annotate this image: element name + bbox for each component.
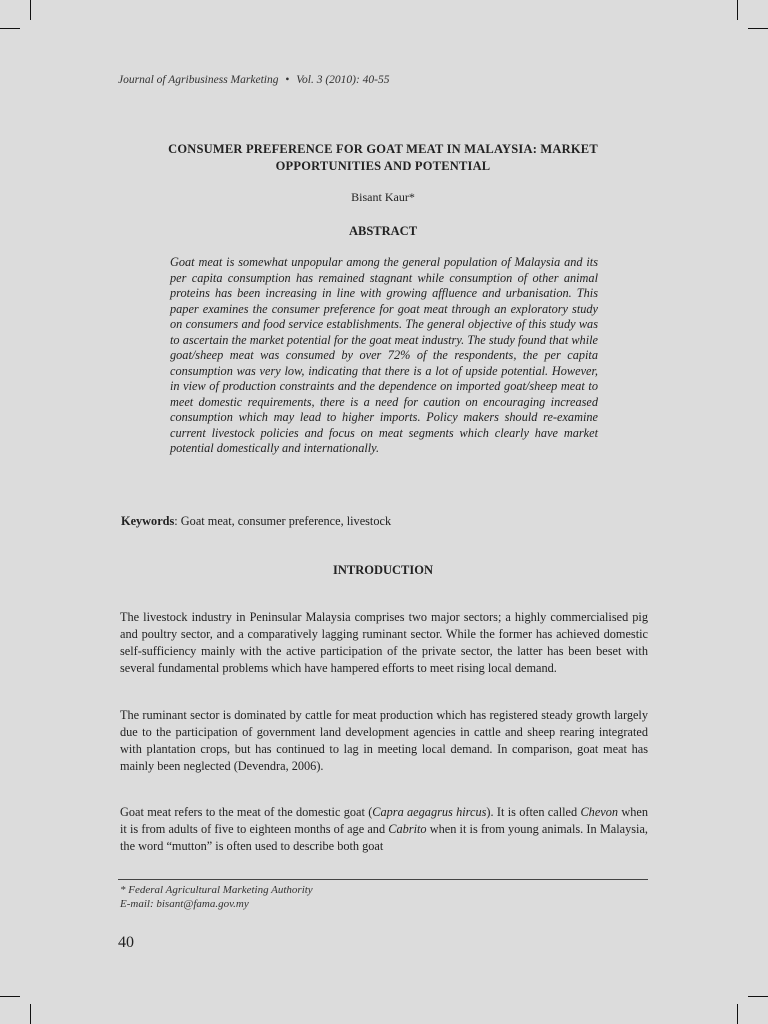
intro-paragraph-2: The ruminant sector is dominated by cattle for meat production which has registered steady growth largely due to the participation of government land development agencies in cattle and sheep rearing integrated with plantation crops, but has continued to lag in meeting local demand. In comparison, goat meat has mainly been neglected (Devendra, 2006). — [120, 708, 648, 773]
header-bullet: • — [285, 74, 290, 86]
introduction-heading: INTRODUCTION — [332, 563, 433, 577]
abstract-heading: ABSTRACT — [348, 224, 418, 238]
p3-chevon: Chevon — [580, 805, 619, 819]
p3-text: when it is from adults of five to eighteen months of age and — [120, 805, 648, 836]
p3-text: when it is from young animals. In Malaysia, the word “mutton” is often used to describe both goat — [120, 822, 648, 853]
p3-cabrito: Cabrito — [388, 822, 427, 836]
title-line-1: CONSUMER PREFERENCE FOR GOAT MEAT IN MALAYSIA: MARKET — [168, 142, 598, 156]
journal-header — [118, 74, 390, 86]
abstract-text: Goat meat is somewhat unpopular among the general population of Malaysia and its per capita consumption has remained stagnant while consumption of other animal proteins has been increasing in line with growing affluence and urbanisation. This paper examines the consumer preference for goat meat through an exploratory study on consumers and food service establishments. The general objective of this study was to ascertain the market potential for the goat meat industry. The study found that while goat/sheep meat was consumed by over 72% of the respondents, the per capita consumption was very low, indicating that there is a lot of upside potential. However, in view of production constraints and the dependence on imported goat/sheep meat to meet domestic requirements, there is a need for caution on encouraging increased consumption which may lead to higher imports. Policy makers should re-examine current livestock policies and focus on meat segments which clearly have market potential domestically and internationally. — [170, 255, 598, 455]
title-line-2: OPPORTUNITIES AND POTENTIAL — [275, 159, 491, 173]
p3-text: Goat meat refers to the meat of the domestic goat ( — [120, 805, 373, 819]
p3-text: ). It is often called — [486, 805, 581, 819]
footnote-affiliation: * Federal Agricultural Marketing Authority — [120, 884, 313, 896]
page-number: 40 — [118, 934, 134, 951]
journal-name: Journal of Agribusiness Marketing — [118, 74, 279, 86]
keywords — [121, 514, 391, 529]
intro-paragraph-3 — [120, 804, 648, 855]
p3-species: Capra aegagrus hircus — [372, 805, 487, 819]
keywords-text: : Goat meat, consumer preference, livestock — [174, 514, 392, 528]
journal-volume: Vol. 3 (2010): 40-55 — [296, 74, 390, 86]
footnote-rule — [118, 879, 648, 880]
paper-title — [118, 141, 648, 175]
author: Bisant Kaur* — [351, 190, 415, 204]
intro-paragraph-1: The livestock industry in Peninsular Malaysia comprises two major sectors; a highly commercialised pig and poultry sector, and a comparatively lagging ruminant sector. While the former has achieved domestic self-sufficiency mainly with the active participation of the private sector, the latter has been beset with several fundamental problems which have hampered efforts to meet rising local demand. — [120, 610, 648, 675]
keywords-label: Keywords — [121, 514, 175, 528]
footnote-email: E-mail: bisant@fama.gov.my — [120, 898, 249, 910]
